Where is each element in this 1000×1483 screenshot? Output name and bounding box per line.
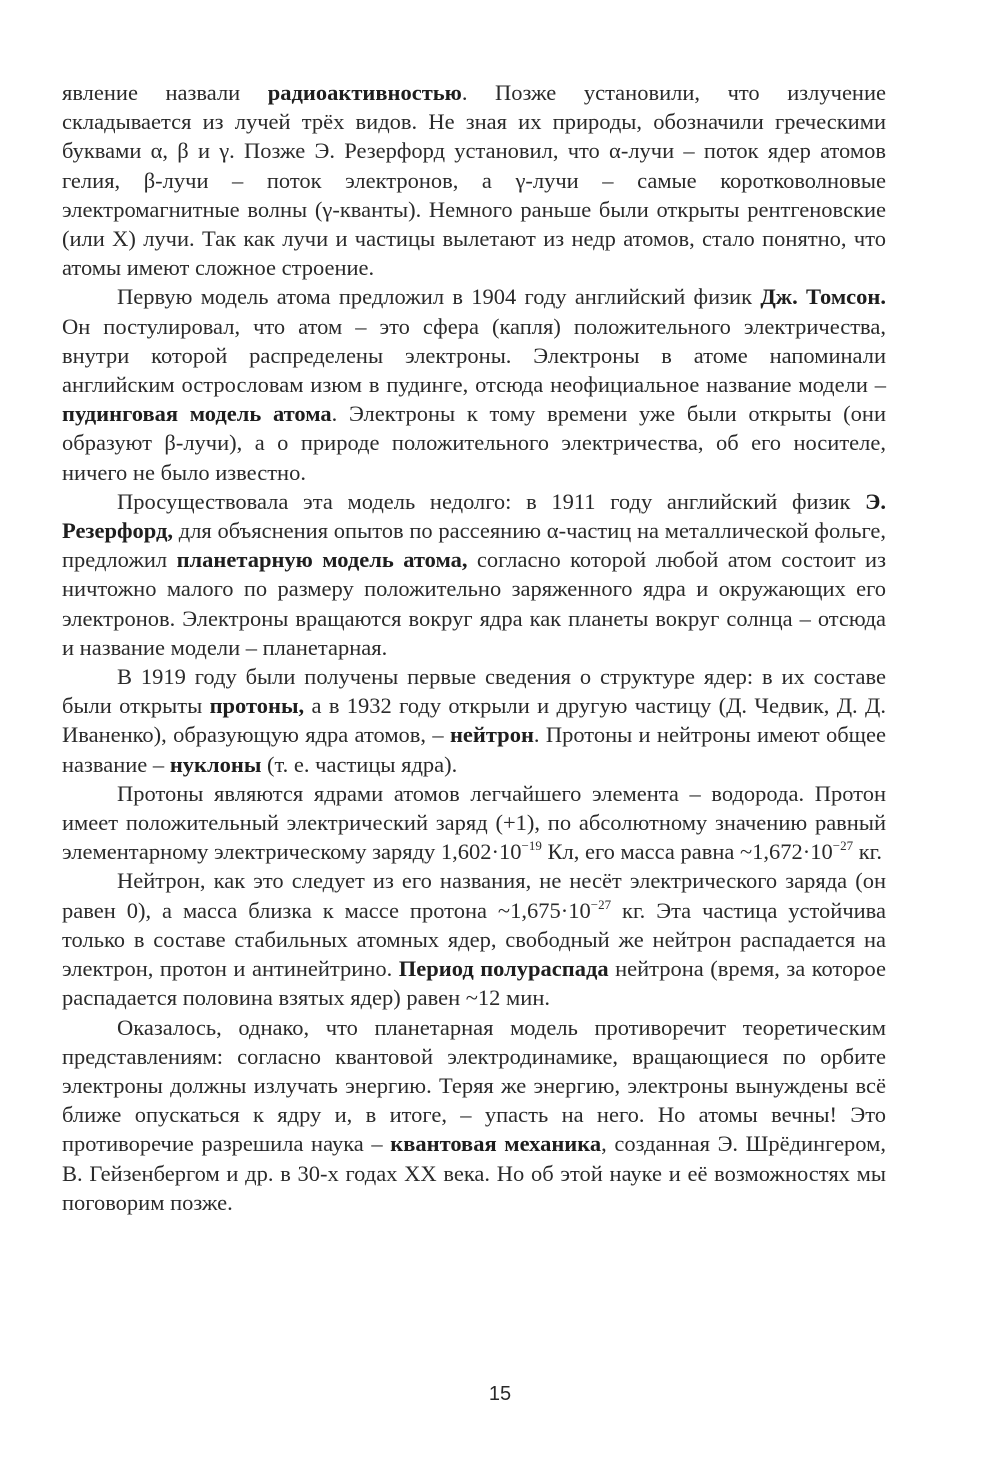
text-run: кг. Эта частица устойчива только в составе стабильных атомных ядер, свободный же нейтрон распадается на электрон, протон и антинейтрино.: [62, 897, 886, 982]
paragraph-4: [62, 662, 886, 779]
text-run: Оказалось, однако, что планетарная модель противоречит теоретическим представлениям: согласно квантовой электродинамике, вращающиеся по орбите электроны должны излучать энергию. Теряя же энергию, электроны вынуждены всё ближе опускаться к ядру и, в итоге, – упасть на него. Но атомы вечны! Это противоречие разрешила наука –: [62, 1014, 886, 1157]
paragraph-2: [62, 282, 886, 486]
text-run: кг.: [853, 839, 882, 865]
text-run: (т. е. частицы ядра).: [261, 751, 458, 777]
bold-term: радиоактивностью: [267, 80, 462, 105]
text-run: а в 1932 году открыли и другую частицу (Д. Чедвик, Д. Д. Иваненко), образующую ядра атомов, –: [62, 693, 886, 748]
text-run: . Протоны и нейтроны имеют общее название –: [62, 722, 886, 777]
text-run: Первую модель атома предложил в 1904 году английский физик: [117, 284, 761, 310]
bold-term: нуклоны: [169, 751, 262, 777]
text-run: Кл, его масса равна ~1,672·10: [541, 839, 833, 865]
bold-term: Дж. Томсон.: [760, 284, 886, 310]
text-run: согласно которой любой атом состоит из ничтожно малого по размеру положительно заряженного ядра и окружающих его электронов. Электроны вращаются вокруг ядра как планеты вокруг солнца – отсюда и название модели – планетарная.: [62, 547, 886, 660]
paragraph-3: [62, 487, 886, 662]
bold-term: Э. Резерфорд,: [62, 488, 886, 544]
text-run: явление назвали: [62, 80, 268, 105]
paragraph-7: [62, 1013, 886, 1217]
bold-term: пудинговая модель атома: [62, 401, 332, 427]
text-run: Просуществовала эта модель недолго: в 1911 году английский физик: [117, 488, 866, 514]
bold-term: нейтрон: [449, 722, 534, 748]
bold-term: Период полураспада: [398, 956, 609, 982]
page-number: 15: [488, 1383, 512, 1405]
paragraph-1: [62, 78, 886, 282]
bold-term: планетарную модель атома,: [176, 547, 468, 573]
bold-term: протоны,: [209, 693, 305, 719]
text-run: Нейтрон, как это следует из его названия, не несёт электрического заряда (он равен 0), а масса близка к массе протона ~1,675·10: [62, 868, 886, 923]
text-run: для объяснения опытов по рассеянию α-частиц на металлической фольге, предложил: [62, 518, 886, 573]
bold-term: квантовая механика: [390, 1131, 602, 1157]
text-run: . Электроны к тому времени уже были открыты (они образуют β-лучи), а о природе положительного электричества, об его носителе, ничего не было известно.: [62, 401, 887, 485]
body-text: [62, 78, 886, 1217]
exponent: −27: [590, 896, 612, 912]
exponent: −19: [521, 838, 542, 854]
text-run: нейтрона (время, за которое распадается половина взятых ядер) равен ~12 мин.: [62, 956, 886, 1011]
exponent: −27: [832, 838, 854, 854]
text-run: Протоны являются ядрами атомов легчайшего элемента – водорода. Протон имеет положительный электрический заряд (+1), по абсолютному значению равный элементарному электрическому заряду 1,602·10: [62, 780, 886, 865]
text-run: Он постулировал, что атом – это сфера (капля) положительного электричества, внутри которой распределены электроны. Электроны в атоме напоминали английским острословам изюм в пудинге, отсюда неофициальное название модели –: [62, 313, 886, 398]
text-run: , созданная Э. Шрёдингером, В. Гейзенбергом и др. в 30-х годах XX века. Но об этой науке и её возможностях мы поговорим позже.: [62, 1131, 886, 1215]
text-run: В 1919 году были получены первые сведения о структуре ядер: в их составе были открыты: [62, 664, 886, 719]
paragraph-5: [62, 779, 886, 867]
text-run: . Позже установили, что излучение складывается из лучей трёх видов. Не зная их природы, обозначили греческими буквами α, β и γ. Позже Э. Резерфорд установил, что α-лучи – поток ядер атомов гелия, β-лучи – поток электронов, а γ-лучи – самые коротковолновые электромагнитные волны (γ-кванты). Немного раньше были открыты рентгеновские (или X) лучи. Так как лучи и частицы вылетают из недр атомов, стало понятно, что атомы имеют сложное строение.: [62, 80, 887, 281]
paragraph-6: [62, 866, 886, 1012]
